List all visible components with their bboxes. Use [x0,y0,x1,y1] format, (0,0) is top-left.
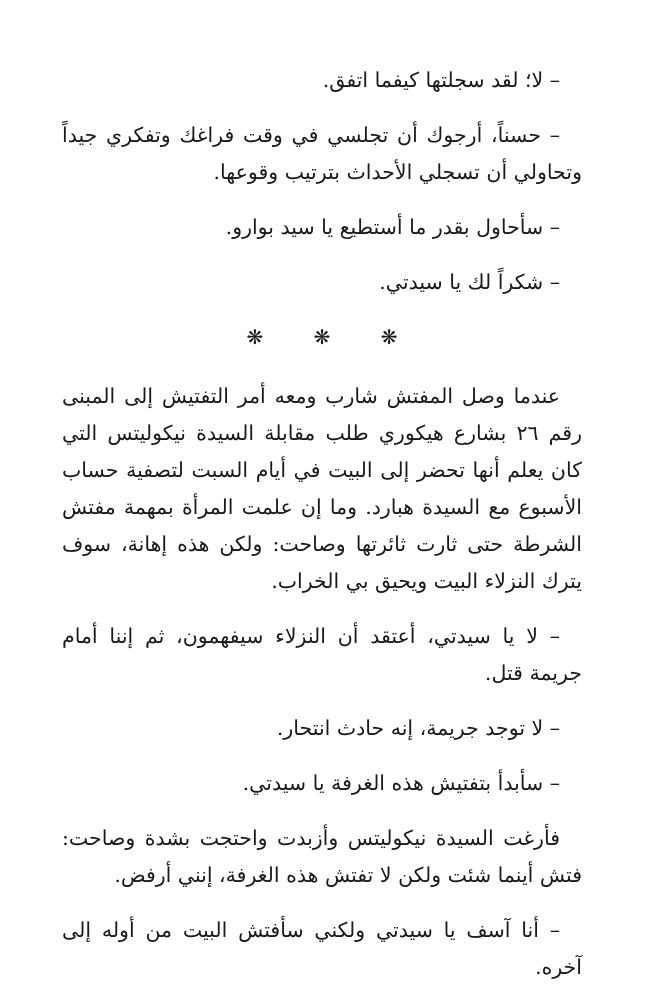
book-page [62,62,582,1004]
narrative-paragraph: عندما وصل المفتش شارب ومعه أمر التفتيش إلى المبنى رقم ٢٦ بشارع هيكوري طلب مقابلة السيدة نيكوليتس التي كان يعلم أنها تحضر إلى البيت في أيام السبت لتصفية حساب الأسبوع مع السيدة هبارد. وما إن علمت المرأة بمهمة مفتش الشرطة حتى ثارت ثائرتها وصاحت: ولكن هذه إهانة، سوف يترك النزلاء البيت ويحيق بي الخراب. [62,384,583,593]
dialogue-line: – لا؛ لقد سجلتها كيفما اتفق. [322,68,560,92]
dialogue-line: – سأحاول بقدر ما أستطيع يا سيد بوارو. [225,215,560,239]
dialogue-line: – حسناً، أرجوك أن تجلسي في وقت فراغك وتفكري جيداً وتحاولي أن تسجلي الأحداث بترتيب وقوعها. [62,123,582,184]
dialogue-line: – سأبدأ بتفتيش هذه الغرفة يا سيدتي. [242,771,560,795]
narrative-paragraph: فأرغت السيدة نيكوليتس وأزبدت واحتجت بشدة وصاحت: فتش أينما شئت ولكن لا تفتش هذه الغرفة، إنني أرفض. [62,826,582,887]
section-separator: ❋ ❋ ❋ [246,325,420,349]
dialogue-line: – أنا آسف يا سيدتي ولكني سأفتش البيت من أوله إلى آخره. [62,918,582,979]
dialogue-line: – لا يا سيدتي، أعتقد أن النزلاء سيفهمون، ثم إننا أمام جريمة قتل. [62,624,582,685]
dialogue-line: – شكراً لك يا سيدتي. [379,270,560,294]
dialogue-line: – لا توجد جريمة، إنه حادث انتحار. [276,716,560,740]
